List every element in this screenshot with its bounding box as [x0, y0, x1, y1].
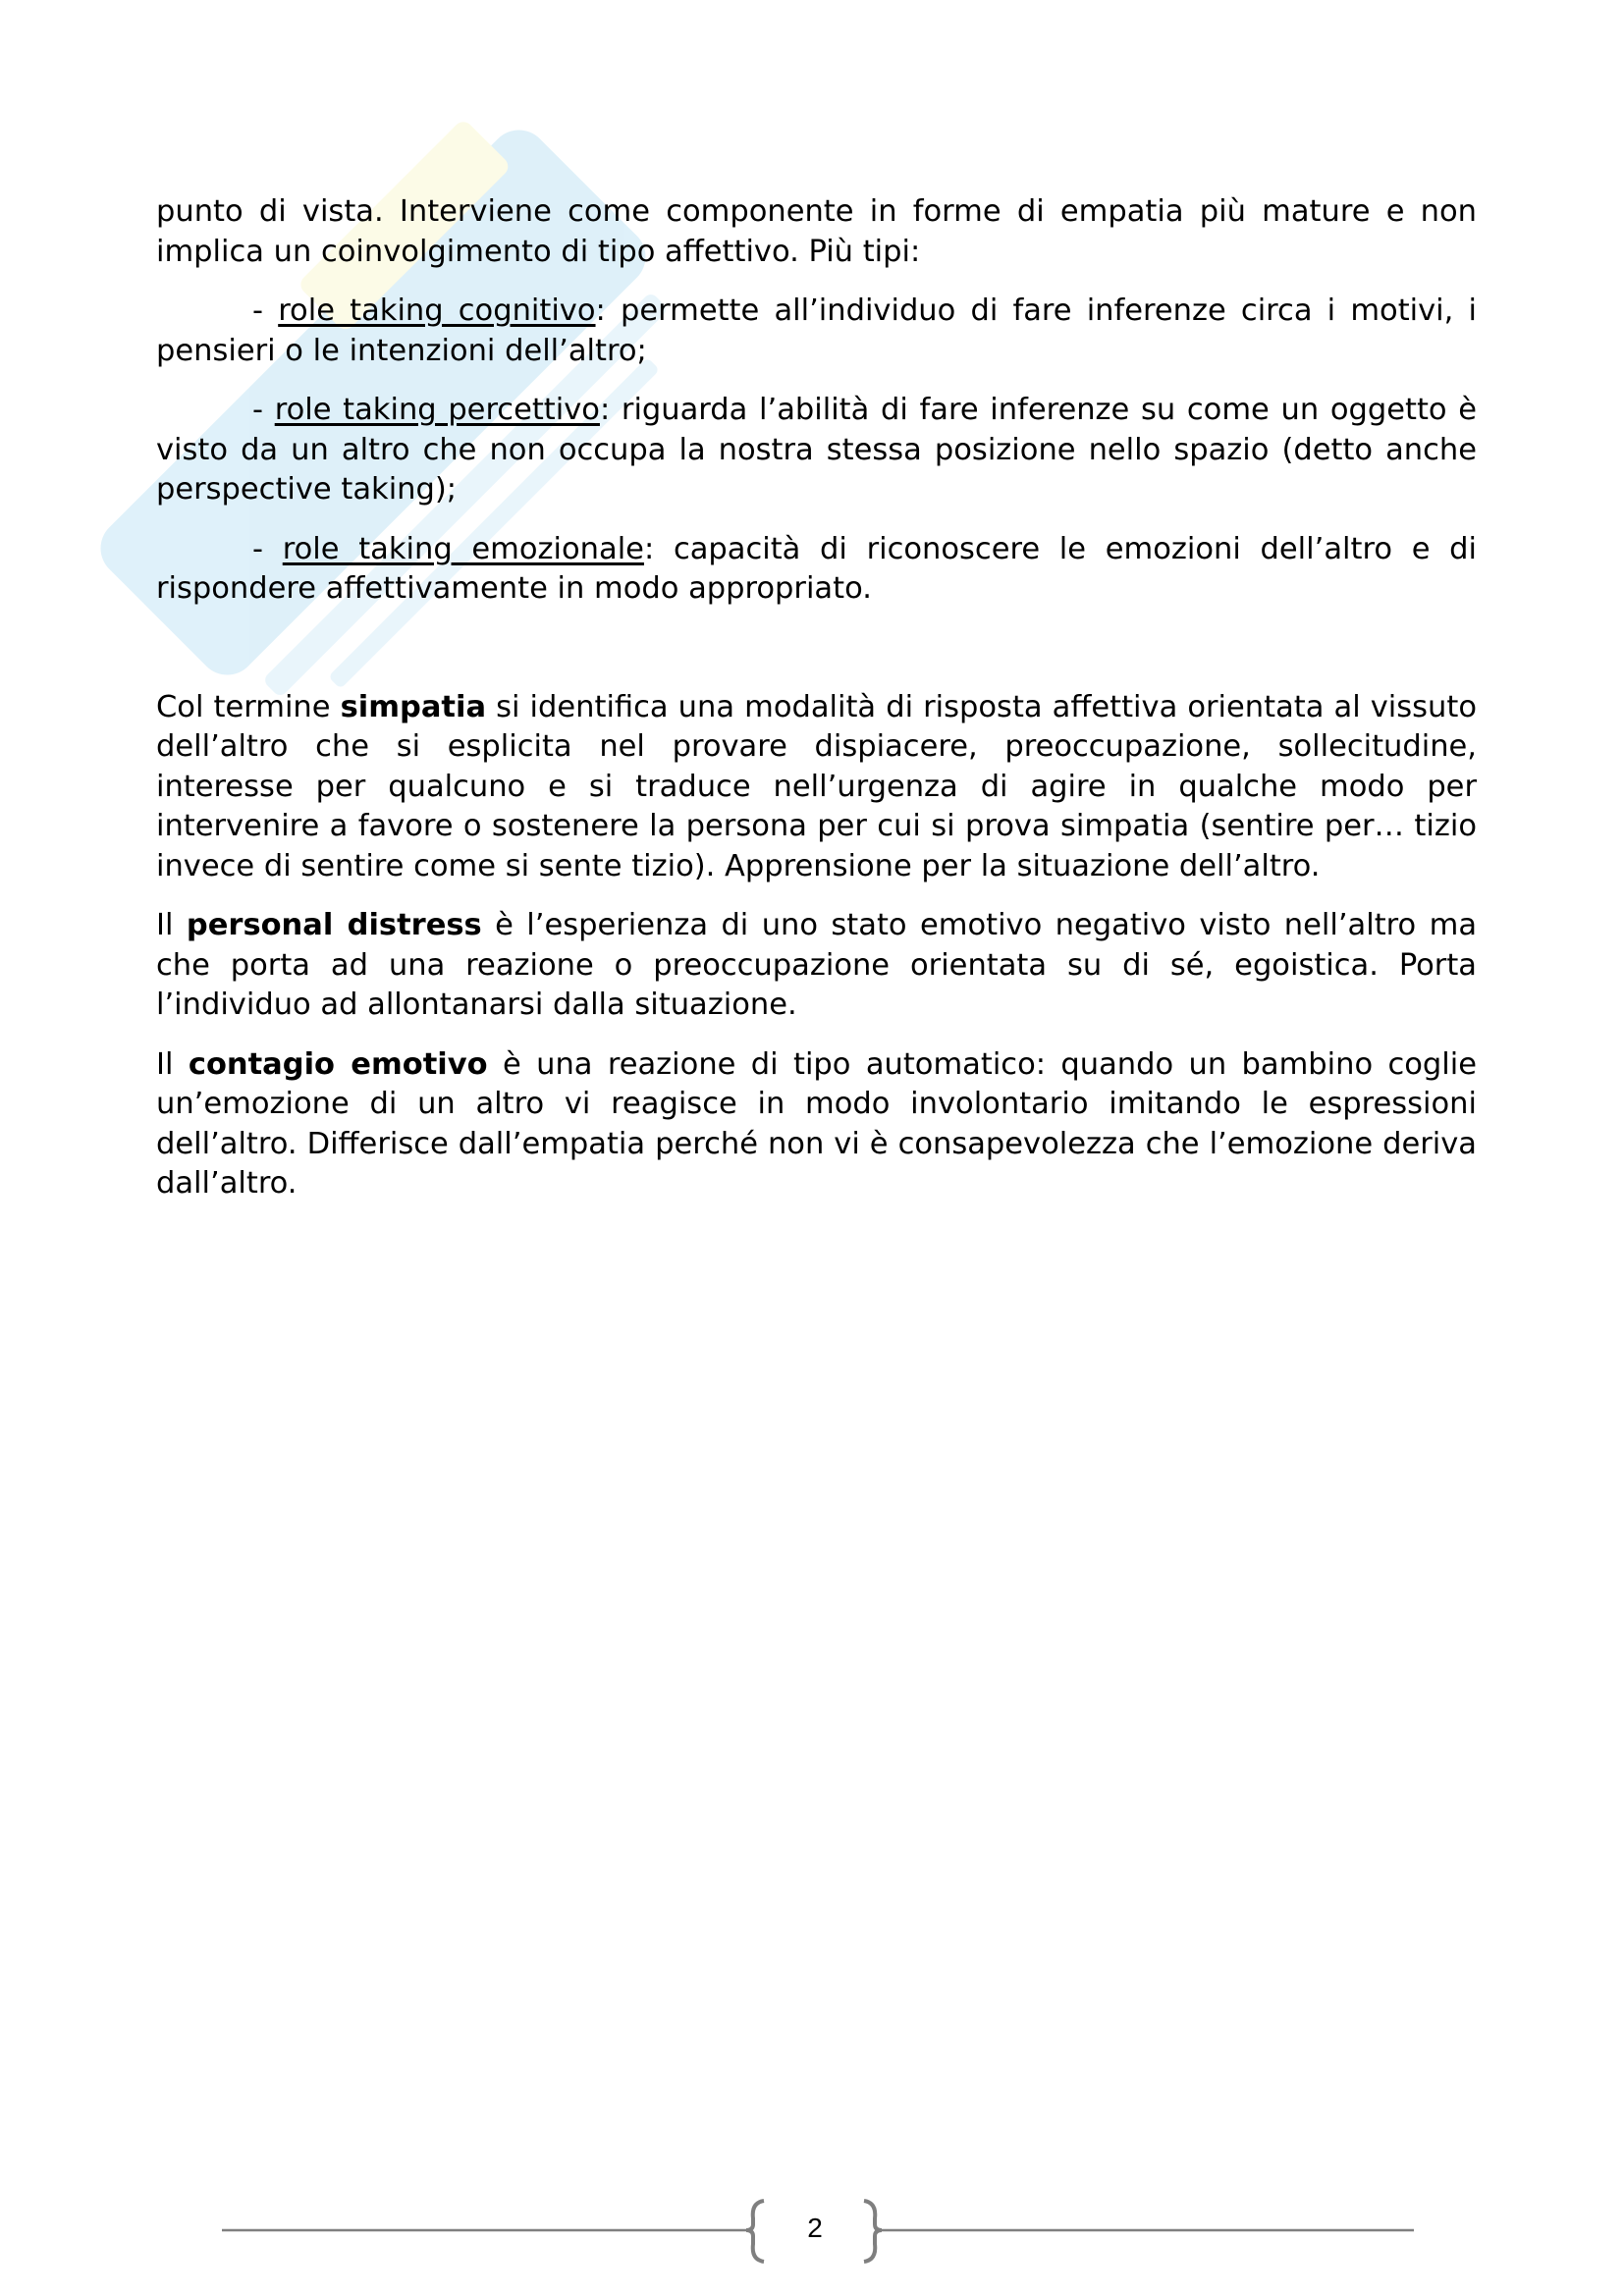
- term-simpatia: simpatia: [340, 689, 487, 724]
- term-role-taking-emozionale: role taking emozionale: [282, 531, 644, 566]
- document-body: [156, 192, 1477, 1224]
- simpatia-paragraph: [156, 688, 1477, 887]
- list-item-role-taking-cognitivo: [156, 292, 1477, 371]
- intro-paragraph: punto di vista. Interviene come componente in forme di empatia più mature e non implica un coinvolgimento di tipo affettivo. Più tipi:: [156, 194, 1477, 269]
- list-dash: -: [252, 393, 275, 427]
- right-brace-icon: [864, 2201, 882, 2262]
- paragraph-lead: Il: [156, 1046, 189, 1082]
- definition-text: : permette all’individuo di fare inferenze circa i motivi, i pensieri o le intenzioni dell’altro;: [156, 294, 1478, 368]
- definition-text: : riguarda l’abilità di fare inferenze su come un oggetto è visto da un altro che non occupa la nostra stessa posizione nello spazio (detto anche perspective taking);: [156, 393, 1478, 507]
- paragraph-body: è l’esperienza di uno stato emotivo negativo visto nell’altro ma che porta ad una reazione o preoccupazione orientata su di sé, egoistica. Porta l’individuo ad allontanarsi dalla situazione.: [156, 908, 1478, 1022]
- term-role-taking-percettivo: role taking percettivo: [274, 393, 600, 427]
- list-item-role-taking-percettivo: [156, 391, 1477, 510]
- left-brace-icon: [746, 2201, 764, 2262]
- paragraph-body: si identifica una modalità di risposta affettiva orientata al vissuto dell’altro che si esplicita nel provare dispiacere, preoccupazione, sollecitudine, interesse per qualcuno e si traduce nell’urgenza di agire in qualche modo per intervenire a favore o sostenere la persona per cui si prova simpatia (sentire per… tizio invece di sentire come si sente tizio). Apprensione per la situazione dell’altro.: [156, 689, 1477, 883]
- term-role-taking-cognitivo: role taking cognitivo: [278, 294, 596, 328]
- list-dash: -: [252, 294, 279, 328]
- contagio-emotivo-paragraph: [156, 1045, 1477, 1204]
- paragraph-lead: Il: [156, 908, 187, 942]
- page-footer: [0, 2197, 1624, 2266]
- list-dash: -: [252, 531, 283, 566]
- paragraph-lead: Col termine: [156, 689, 341, 724]
- term-personal-distress: personal distress: [186, 908, 482, 942]
- term-contagio-emotivo: contagio emotivo: [188, 1046, 488, 1082]
- section-spacer: [156, 629, 1477, 688]
- definition-text: : capacità di riconoscere le emozioni dell’altro e di rispondere affettivamente in modo appropriato.: [156, 531, 1478, 606]
- list-item-role-taking-emozionale: [156, 530, 1477, 610]
- personal-distress-paragraph: [156, 906, 1477, 1026]
- page-number: 2: [807, 2213, 823, 2243]
- paragraph-body: è una reazione di tipo automatico: quando un bambino coglie un’emozione di un altro vi reagisce in modo involontario imitando le espressioni dell’altro. Differisce dall’empatia perché non vi è consapevolezza che l’emozione deriva dall’altro.: [156, 1046, 1477, 1201]
